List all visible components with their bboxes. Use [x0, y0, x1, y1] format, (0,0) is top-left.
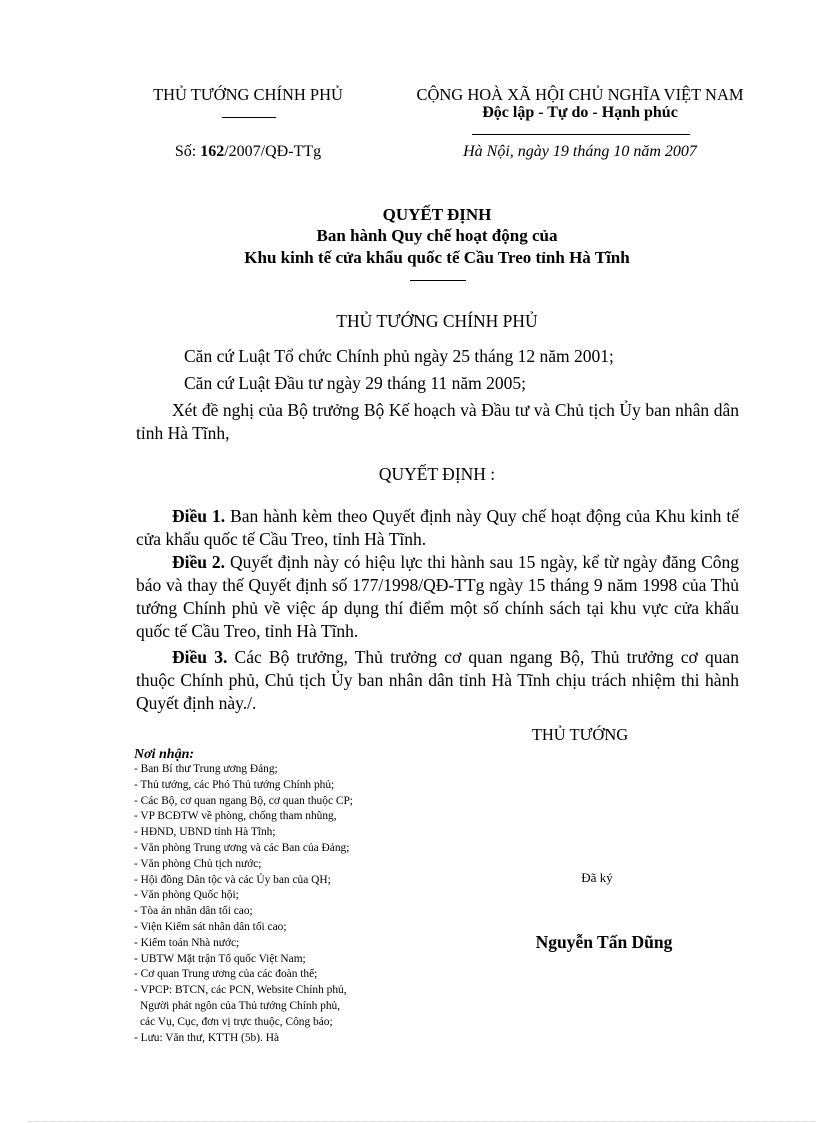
national-motto: Độc lập - Tự do - Hạnh phúc	[482, 104, 678, 121]
document-subject-line2: Khu kinh tế cửa khẩu quốc tế Cầu Treo tỉnh Hà Tĩnh	[244, 248, 630, 267]
recipient-item: - VPCP: BTCN, các PCN, Website Chính phủ,	[134, 984, 347, 997]
legal-basis-3: Xét đề nghị của Bộ trưởng Bộ Kế hoạch và Đầu tư và Chủ tịch Ủy ban nhân dân tỉnh Hà Tĩnh,	[136, 400, 739, 443]
document-number	[175, 143, 321, 161]
recipients-list	[134, 747, 353, 1046]
article-3	[136, 646, 739, 715]
recipient-item: - UBTW Mặt trận Tổ quốc Việt Nam;	[134, 952, 306, 965]
recipient-item: - Tòa án nhân dân tối cao;	[134, 905, 253, 918]
article-1-text: Ban hành kèm theo Quyết định này Quy chế hoạt động của Khu kinh tế cửa khẩu quốc tế Cầu Treo, tỉnh Hà Tĩnh.	[136, 506, 739, 549]
recipient-item: - Ban Bí thư Trung ương Đảng;	[134, 763, 278, 775]
authority-heading: THỦ TƯỚNG CHÍNH PHỦ	[336, 311, 538, 331]
legal-basis-1: Căn cứ Luật Tổ chức Chính phủ ngày 25 tháng 12 năm 2001;	[184, 346, 614, 366]
recipient-item: - Văn phòng Chủ tịch nước;	[134, 857, 262, 870]
recipient-item: - Cơ quan Trung ương của các đoàn thể;	[134, 968, 318, 981]
recipient-item: - Văn phòng Trung ương và các Ban của Đảng;	[134, 841, 350, 854]
issuer-underline	[222, 117, 276, 118]
decision-heading: QUYẾT ĐỊNH :	[378, 464, 496, 484]
recipient-item: - Hội đồng Dân tộc và các Ủy ban của QH;	[134, 873, 331, 886]
page-bottom-divider	[28, 1121, 816, 1122]
recipient-item: - Kiểm toán Nhà nước;	[134, 936, 240, 949]
signer-position: THỦ TƯỚNG	[531, 725, 629, 744]
recipient-item: - HĐND, UBND tỉnh Hà Tĩnh;	[134, 826, 276, 839]
article-1-label: Điều 1.	[172, 506, 226, 526]
article-2-text: Quyết định này có hiệu lực thi hành sau 15 ngày, kể từ ngày đăng Công báo và thay thế Quyết định số 177/1998/QĐ-TTg ngày 15 tháng 9 năm 1998 của Thủ tướng Chính phủ về việc áp dụng thí điểm một số chính sách tại khu vực cửa khẩu quốc tế Cầu Treo, tỉnh Hà Tĩnh.	[136, 552, 739, 641]
number-value: 162	[200, 143, 225, 160]
recipient-item: - Lưu: Văn thư, KTTH (5b). Hà	[134, 1031, 279, 1044]
signer-name: Nguyễn Tấn Dũng	[535, 932, 673, 952]
number-suffix: /2007/QĐ-TTg	[224, 143, 322, 160]
recipient-item: - Văn phòng Quốc hội;	[134, 889, 239, 902]
document-subject-line1: Ban hành Quy chế hoạt động của	[316, 226, 558, 245]
document-title: QUYẾT ĐỊNH	[382, 205, 492, 224]
issuer-name: THỦ TƯỚNG CHÍNH PHỦ	[153, 85, 343, 104]
recipient-item: các Vụ, Cục, đơn vị trực thuộc, Công báo;	[140, 1015, 333, 1028]
recipient-item: Người phát ngôn của Thủ tướng Chính phủ,	[140, 999, 341, 1012]
legal-basis-2: Căn cứ Luật Đầu tư ngày 29 tháng 11 năm 2005;	[184, 373, 527, 393]
recipient-item: - VP BCĐTW về phòng, chống tham nhũng,	[134, 810, 337, 823]
article-2	[136, 551, 739, 643]
country-name: CỘNG HOÀ XÃ HỘI CHỦ NGHĨA VIỆT NAM	[416, 85, 744, 104]
article-3-text: Các Bộ trưởng, Thủ trưởng cơ quan ngang Bộ, Thủ trưởng cơ quan thuộc Chính phủ, Chủ tịch Ủy ban nhân dân tỉnh Hà Tĩnh chịu trách nhiệm thi hành Quyết định này./.	[136, 647, 740, 713]
recipient-item: - Các Bộ, cơ quan ngang Bộ, cơ quan thuộc CP;	[134, 794, 353, 807]
recipients-heading: Nơi nhận:	[134, 747, 195, 762]
article-1	[136, 505, 739, 551]
recipient-item: - Viện Kiểm sát nhân dân tối cao;	[134, 920, 287, 933]
article-2-label: Điều 2.	[172, 552, 226, 572]
title-underline	[410, 280, 466, 281]
signed-note: Đã ký	[581, 870, 613, 885]
recipient-item: - Thủ tướng, các Phó Thủ tướng Chính phủ;	[134, 778, 335, 791]
motto-underline	[472, 134, 690, 135]
article-3-label: Điều 3.	[172, 647, 228, 667]
number-prefix: Số:	[174, 143, 201, 160]
place-date: Hà Nội, ngày 19 tháng 10 năm 2007	[463, 143, 697, 160]
